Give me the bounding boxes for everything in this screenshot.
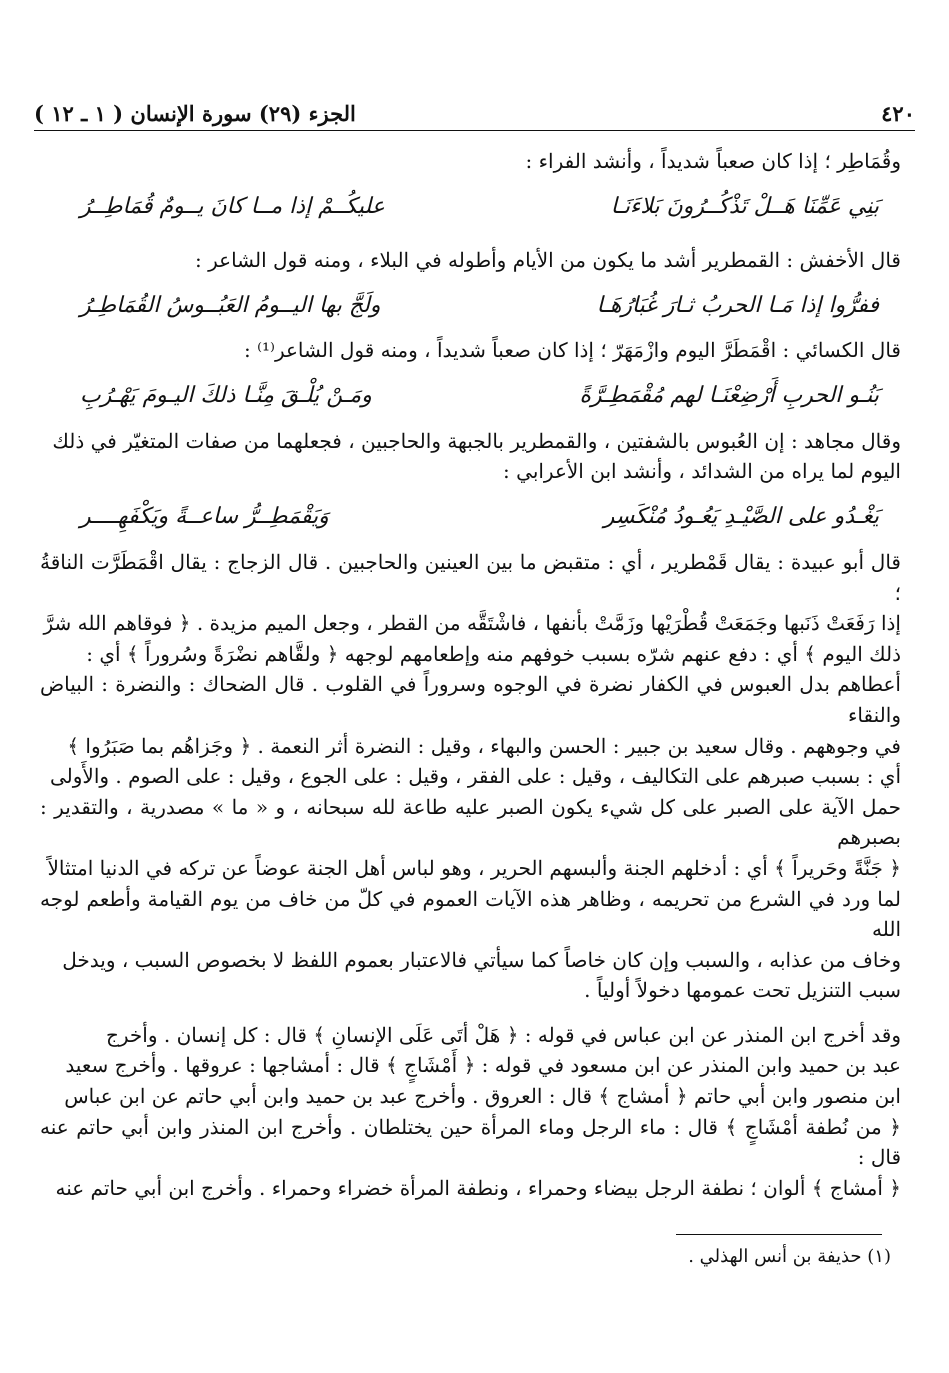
text-line: في وجوههم . وقال سعيد بن جبير : الحسن والبهاء ، وقيل : النضرة أثر النعمة . ﴿ وجَزاهُم بما صَبَرُوا ﴾ (67, 733, 901, 758)
verse-first-hemistich: ففرُّوا إذا مَـا الحربُ ثـارَ غُبَارُهَـا (596, 292, 879, 318)
page-header (34, 96, 915, 126)
page-number: ٤٢٠ (881, 101, 915, 126)
verse-first-hemistich: يَغْـدُو على الصَّيْـدِ يَعُـودُ مُنْكَسِر (603, 504, 879, 530)
poetry-verse (40, 366, 901, 426)
text-line: وقُمَاطِر ؛ إذا كان صعباً شديداً ، وأنشد الفراء : (525, 149, 901, 173)
text-line: ﴿ أمشاج ﴾ ألوان ؛ نطفة الرجل بيضاء وحمراء ، ونطفة المرأة خضراء وحمراء . وأخرج ابن أبي حاتم عنه (55, 1175, 901, 1200)
text-line: ابن منصور وابن أبي حاتم ﴿ أمشاج ﴾ قال : العروق . وأخرج عبد بن حميد وابن أبي حاتم عن ابن عباس (64, 1084, 901, 1109)
text-line: وقال مجاهد : إن العُبوس بالشفتين ، والقمطرير بالجبهة والحاجبين ، فجعلهما من صفات المتغيّر في ذلك (52, 428, 901, 453)
text-line: وقد أخرج ابن المنذر عن ابن عباس في قوله : ﴿ هَلْ أتَى عَلَى الإنسانِ ﴾ قال : كل إنسان . وأخرج (105, 1022, 901, 1047)
running-title: الجزء (٢٩) سورة الإنسان ( ١ ـ ١٢ ) (34, 101, 356, 126)
text-line: ﴿ من نُطفة أمْشَاجٍ ﴾ قال : ماء الرجل وماء المرأة حين يختلطان . وأخرج ابن المنذر وابن أبي حاتم عنه قال : (40, 1114, 901, 1170)
text-line: ذلك اليوم ﴾ أي : دفع عنهم شرّه بسبب خوفهم منه وإطعامهم لوجهه ﴿ ولقَّاهم نضْرَةً وسُروراً ﴾ أي : (86, 641, 901, 666)
spacer (40, 1006, 901, 1020)
verse-second-hemistich: عليكُــمْ إذا مــا كانَ يــومٌ قُمَاطِــرُ (80, 194, 385, 220)
poetry-verse (40, 275, 901, 335)
verse-first-hemistich: بَنِي عَمِّنَا هَــلْ تَذْكُــرُونَ بَلاءَنَـا (610, 194, 879, 220)
header-rule (34, 130, 915, 131)
verse-first-hemistich: بَنُـو الحربِ أَرْضِعْنَـا لهم مُقْمَطِـرَّةً (579, 383, 879, 409)
verse-second-hemistich: وَيَقْمَطِــرُّ ساعــةً ويَكْفَهِــــر (80, 504, 329, 530)
main-text (40, 146, 901, 1203)
text-line: قال الكسائي : اقْمَطَرَّ اليوم وازْمَهَرّ ؛ إذا كان صعباً شديداً ، ومنه قول الشاعر⁽¹⁾ : (244, 338, 901, 363)
poetry-verse (40, 177, 901, 237)
verse-second-hemistich: ولَجَّ بها اليــومُ العَبُــوسُ القُمَاطِـرُ (80, 292, 381, 318)
text-line: أعطاهم بدل العبوس في الكفار نضرة في الوجوه وسروراً في القلوب . قال الضحاك : والنضرة : البياض والنقاء (40, 672, 901, 727)
text-line: اليوم لما يراه من الشدائد ، وأنشد ابن الأعرابي : (503, 459, 901, 484)
text-line: ﴿ جَنَّةً وحَريراً ﴾ أي : أدخلهم الجنة وألبسهم الحرير ، وهو لباس أهل الجنة عوضاً عن تركه في الدنيا امتثالاً (47, 855, 901, 880)
text-line: أي : بسبب صبرهم على التكاليف ، وقيل : على الفقر ، وقيل : على الجوع ، وقيل : على الصوم . والأَولى (50, 764, 901, 789)
text-line: عبد بن حميد وابن المنذر عن ابن مسعود في قوله : ﴿ أَمْشَاجٍ ﴾ قال : أمشاجها : عروقها . وأخرج سعيد (65, 1053, 901, 1078)
footnote: (١) حذيفة بن أنس الهذلي . (688, 1246, 891, 1267)
text-line: قال أبو عبيدة : يقال قَمْطرير ، أي : متقبض ما بين العينين والحاجبين . قال الزجاج : يقال اقْمَطَرَّت الناقةُ ؛ (40, 549, 901, 605)
footnote-rule (676, 1234, 882, 1235)
text-line: إذا رَفَعَتْ ذَنَبها وجَمَعَتْ قُطْرَيْها وزَمَّتْ بأنفها ، فاشْتَقَّه من القطر ، وجعل الميم مزيدة . ﴿ فوقاهم الله شرَّ (43, 611, 901, 636)
text-line: لما ورد في الشرع من تحريمه ، وظاهر هذه الآيات العموم في كلّ من خاف من يوم القيامة وأطعم لوجه الله (40, 886, 901, 942)
spacer (40, 237, 901, 245)
text-line: قال الأخفش : القمطرير أشد ما يكون من الأيام وأطوله في البلاء ، ومنه قول الشاعر : (195, 247, 901, 272)
verse-second-hemistich: ومَـنْ يُلْـقَ مِنَّـا ذلكَ اليـومَ يَهْـرُبِ (80, 383, 372, 409)
poetry-verse (40, 487, 901, 547)
text-line: سبب التنزيل تحت عمومها دخولاً أولياً . (584, 978, 901, 1003)
text-line: حمل الآية على الصبر على كل شيء يكون الصبر عليه طاعة لله سبحانه ، و « ما » مصدرية ، والتقدير : بصبرهم (40, 794, 901, 850)
text-line: وخاف من عذابه ، والسبب وإن كان خاصاً كما سيأتي فالاعتبار بعموم اللفظ لا بخصوص السبب ، ويدخل (62, 947, 901, 972)
